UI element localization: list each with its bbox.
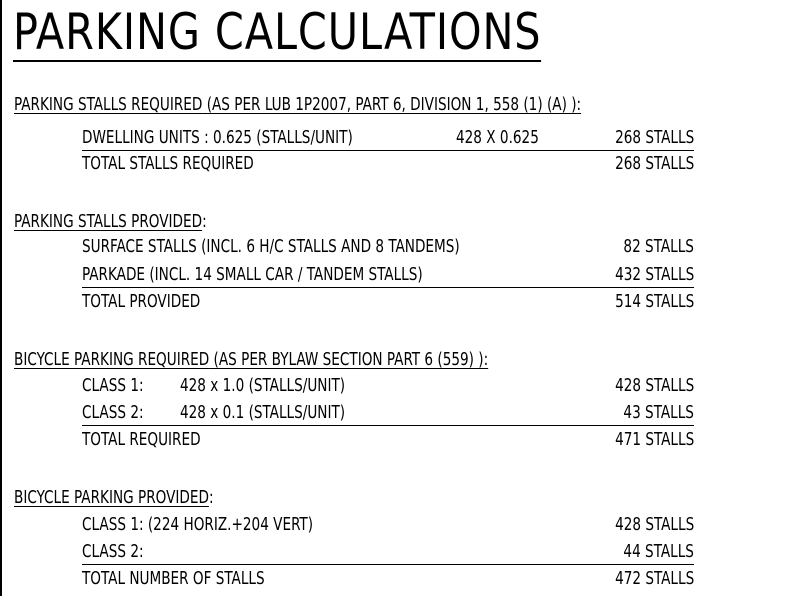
bike-class2-calc: 428 x 0.1 (STALLS/UNIT) bbox=[180, 402, 346, 423]
parking-required-heading bbox=[14, 94, 581, 116]
dwelling-units-rule bbox=[82, 150, 694, 151]
dwelling-units-label: DWELLING UNITS : 0.625 (STALLS/UNIT) bbox=[82, 127, 353, 148]
surface-stalls-label: SURFACE STALLS (INCL. 6 H/C STALLS AND 8 TANDEMS) bbox=[82, 236, 460, 257]
bike-total-stalls-label: TOTAL NUMBER OF STALLS bbox=[82, 568, 265, 589]
bike-provided-class2-label: CLASS 2: bbox=[82, 541, 144, 562]
page-title: PARKING CALCULATIONS bbox=[13, 3, 542, 61]
bike-class1-value: 428 STALLS bbox=[614, 375, 694, 396]
parkade-rule bbox=[82, 287, 694, 288]
bike-provided-class2-rule bbox=[82, 564, 694, 565]
bike-class2-rule bbox=[82, 425, 694, 426]
bike-provided-class1-value: 428 STALLS bbox=[614, 514, 694, 535]
bike-provided-class1-label: CLASS 1: (224 HORIZ.+204 VERT) bbox=[82, 514, 314, 535]
bike-total-required-label: TOTAL REQUIRED bbox=[82, 429, 201, 450]
bike-class2-value: 43 STALLS bbox=[623, 402, 694, 423]
parking-provided-heading bbox=[14, 211, 207, 233]
total-provided-label: TOTAL PROVIDED bbox=[82, 291, 201, 312]
bike-class1-label: CLASS 1: bbox=[82, 375, 144, 396]
bicycle-provided-heading-colon: : bbox=[208, 487, 214, 508]
parking-required-heading-text: PARKING STALLS REQUIRED bbox=[14, 94, 203, 115]
parkade-label: PARKADE (INCL. 14 SMALL CAR / TANDEM STALLS) bbox=[82, 264, 423, 285]
bicycle-provided-heading-text: BICYCLE PARKING PROVIDED bbox=[14, 487, 209, 508]
bike-provided-class2-value: 44 STALLS bbox=[623, 541, 694, 562]
parking-provided-heading-text: PARKING STALLS PROVIDED bbox=[14, 211, 203, 232]
total-stalls-required-label: TOTAL STALLS REQUIRED bbox=[82, 153, 254, 174]
bike-total-stalls-value: 472 STALLS bbox=[614, 568, 694, 589]
parkade-value: 432 STALLS bbox=[614, 264, 694, 285]
bicycle-required-heading-suffix: (AS PER BYLAW SECTION PART 6 (559) ): bbox=[209, 349, 489, 370]
bicycle-required-heading-text: BICYCLE PARKING REQUIRED bbox=[14, 349, 210, 370]
dwelling-units-value: 268 STALLS bbox=[614, 127, 694, 148]
bike-total-required-value: 471 STALLS bbox=[614, 429, 694, 450]
parking-provided-heading-colon: : bbox=[202, 211, 207, 232]
bike-class2-label: CLASS 2: bbox=[82, 402, 144, 423]
bicycle-required-heading bbox=[14, 349, 488, 371]
parking-required-heading-suffix: (AS PER LUB 1P2007, PART 6, DIVISION 1, 558 (1) (A) ): bbox=[202, 94, 582, 115]
total-provided-value: 514 STALLS bbox=[614, 291, 694, 312]
total-stalls-required-value: 268 STALLS bbox=[614, 153, 694, 174]
bicycle-provided-heading bbox=[14, 487, 214, 509]
dwelling-units-calc: 428 X 0.625 bbox=[456, 127, 539, 148]
bike-class1-calc: 428 x 1.0 (STALLS/UNIT) bbox=[180, 375, 346, 396]
surface-stalls-value: 82 STALLS bbox=[623, 236, 694, 257]
